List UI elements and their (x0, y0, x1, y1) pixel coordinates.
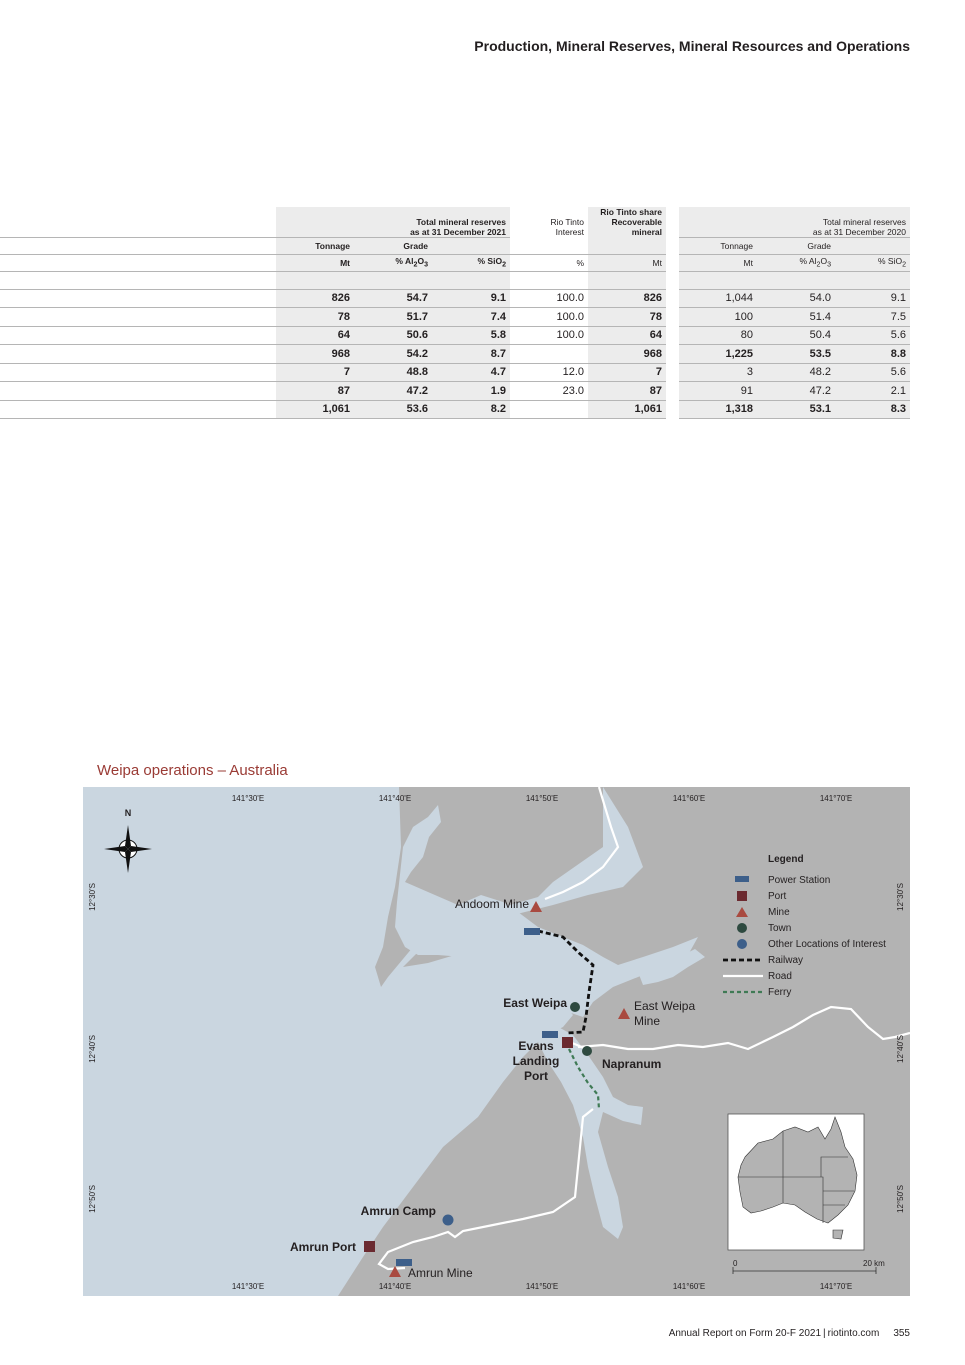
cell-al20: 50.4 (757, 326, 835, 345)
grade-2021-header: Grade (354, 237, 432, 254)
evans-landing-port-icon (562, 1037, 573, 1048)
cell-si20: 8.3 (835, 400, 910, 419)
scale-end: 20 km (863, 1259, 885, 1268)
cell-int: 100.0 (510, 289, 588, 308)
label-evans-3: Port (524, 1069, 548, 1083)
legend-title: Legend (768, 854, 804, 865)
table-row (0, 345, 910, 364)
scale-start: 0 (733, 1259, 738, 1268)
legend-power-station: Power Station (768, 875, 831, 886)
cell-int: 12.0 (510, 363, 588, 382)
reserves-table-body (0, 271, 910, 419)
cell-si20: 5.6 (835, 326, 910, 345)
lon-label-bottom: 141°40'E (378, 1282, 412, 1291)
interest-header: Rio Tinto Interest (550, 217, 584, 237)
table-row (0, 400, 910, 419)
lat-label-right: 12°30'S (896, 883, 905, 911)
cell-share: 968 (588, 345, 666, 364)
cell-t20: 80 (679, 326, 757, 345)
unit-sio2-2021: % SiO$_2$ (432, 254, 510, 271)
cell-al21: 54.7 (354, 289, 432, 308)
cell-share: 87 (588, 382, 666, 401)
lon-label-bottom: 141°30'E (231, 1282, 265, 1291)
legend-road: Road (768, 971, 792, 982)
cell-t21: 826 (276, 289, 354, 308)
amrun-power-station-icon (396, 1259, 412, 1266)
cell-t20: 100 (679, 308, 757, 327)
legend-mine: Mine (768, 907, 790, 918)
lon-label-bottom: 141°50'E (525, 1282, 559, 1291)
lat-label-left: 12°40'S (88, 1035, 97, 1063)
napranum-town-icon (582, 1046, 592, 1056)
cell-t21: 78 (276, 308, 354, 327)
cell-al20: 54.0 (757, 289, 835, 308)
header-row-units (0, 254, 910, 271)
cell-si20: 9.1 (835, 289, 910, 308)
unit-pct: % (510, 254, 588, 271)
legend-ferry: Ferry (768, 987, 792, 998)
table-row (0, 363, 910, 382)
cell-int (510, 345, 588, 364)
cell-si21: 8.2 (432, 400, 510, 419)
cell-int: 100.0 (510, 308, 588, 327)
header-row-columns (0, 237, 910, 254)
lat-label-right: 12°50'S (896, 1185, 905, 1213)
cell-share: 1,061 (588, 400, 666, 419)
cell-si20: 5.6 (835, 363, 910, 382)
table-row (0, 382, 910, 401)
cell-t20: 1,318 (679, 400, 757, 419)
share-header: Rio Tinto share Recoverable mineral (588, 207, 666, 237)
cell-share: 826 (588, 289, 666, 308)
cell-al20: 53.5 (757, 345, 835, 364)
cell-si20: 2.1 (835, 382, 910, 401)
cell-al21: 50.6 (354, 326, 432, 345)
cell-share: 7 (588, 363, 666, 382)
group-2020-header: Total mineral reserves as at 31 December 2020 (679, 207, 910, 237)
label-napranum: Napranum (602, 1057, 662, 1071)
cell-al20: 53.1 (757, 400, 835, 419)
cell-si21: 5.8 (432, 326, 510, 345)
cell-t21: 87 (276, 382, 354, 401)
cell-si21: 9.1 (432, 289, 510, 308)
label-east-weipa-mine-2: Mine (634, 1014, 661, 1028)
lon-label-top: 141°30'E (231, 794, 265, 803)
evans-power-station-icon (542, 1031, 558, 1038)
cell-t20: 3 (679, 363, 757, 382)
cell-t20: 1,044 (679, 289, 757, 308)
label-andoom-mine: Andoom Mine (454, 897, 529, 911)
cell-si20: 8.8 (835, 345, 910, 364)
cell-si21: 8.7 (432, 345, 510, 364)
footer-report: Annual Report on Form 20-F 2021 (668, 1328, 822, 1339)
australia-inset (728, 1114, 864, 1250)
table-row (0, 308, 910, 327)
table-row-blank (0, 271, 910, 289)
unit-mt-2021: Mt (276, 254, 354, 271)
unit-mt-share: Mt (588, 254, 666, 271)
lon-label-bottom: 141°60'E (672, 1282, 706, 1291)
tonnage-2021-header: Tonnage (276, 237, 354, 254)
mineral-reserves-table (0, 207, 910, 419)
label-east-weipa: East Weipa (503, 996, 567, 1010)
amrun-camp-icon (443, 1215, 454, 1226)
page-header: Production, Mineral Reserves, Mineral Resources and Operations (474, 38, 910, 54)
legend-town-icon (737, 923, 747, 933)
reserves-table (0, 207, 910, 419)
cell-t21: 7 (276, 363, 354, 382)
cell-al21: 47.2 (354, 382, 432, 401)
lon-label-top: 141°70'E (819, 794, 853, 803)
label-evans-2: Landing (512, 1054, 560, 1068)
andoom-power-station-icon (524, 928, 540, 935)
lon-label-top: 141°60'E (672, 794, 706, 803)
east-weipa-town-icon (570, 1002, 580, 1012)
cell-al20: 47.2 (757, 382, 835, 401)
label-east-weipa-mine-1: East Weipa (634, 999, 696, 1013)
unit-al2o3-2020: % $Al_2O_3$ (757, 254, 835, 271)
cell-si20: 7.5 (835, 308, 910, 327)
lat-label-left: 12°30'S (88, 883, 97, 911)
unit-al2o3-2021: % $Al_2O_3$ (354, 254, 432, 271)
lon-label-top: 141°50'E (525, 794, 559, 803)
table-row (0, 289, 910, 308)
lat-label-left: 12°50'S (88, 1185, 97, 1213)
cell-si21: 4.7 (432, 363, 510, 382)
cell-al20: 51.4 (757, 308, 835, 327)
page-footer: Annual Report on Form 20-F 2021 | riotinto.com 355 (668, 1328, 910, 1339)
cell-share: 64 (588, 326, 666, 345)
cell-share: 78 (588, 308, 666, 327)
cell-si21: 1.9 (432, 382, 510, 401)
page-number: 355 (893, 1328, 910, 1339)
footer-site[interactable]: riotinto.com (827, 1328, 880, 1339)
cell-int: 100.0 (510, 326, 588, 345)
label-evans-1: Evans (518, 1039, 554, 1053)
cell-al21: 53.6 (354, 400, 432, 419)
cell-t20: 1,225 (679, 345, 757, 364)
cell-t21: 968 (276, 345, 354, 364)
weipa-map (83, 787, 910, 1296)
legend-railway: Railway (768, 955, 804, 966)
cell-si21: 7.4 (432, 308, 510, 327)
cell-t21: 1,061 (276, 400, 354, 419)
lon-label-bottom: 141°70'E (819, 1282, 853, 1291)
legend-town: Town (768, 923, 792, 934)
cell-int (510, 400, 588, 419)
lon-label-top: 141°40'E (378, 794, 412, 803)
legend-other-icon (737, 939, 747, 949)
table-row (0, 326, 910, 345)
legend-other: Other Locations of Interest (768, 939, 886, 950)
cell-al20: 48.2 (757, 363, 835, 382)
tonnage-2020-header: Tonnage (679, 237, 757, 254)
cell-int: 23.0 (510, 382, 588, 401)
cell-t20: 91 (679, 382, 757, 401)
map-title: Weipa operations – Australia (97, 762, 288, 779)
amrun-port-icon (364, 1241, 375, 1252)
lat-label-right: 12°40'S (896, 1035, 905, 1063)
legend-power-station-icon (735, 876, 749, 882)
unit-sio2-2020: % SiO$_2$ (835, 254, 910, 271)
legend-port: Port (768, 891, 787, 902)
label-amrun-camp: Amrun Camp (360, 1204, 436, 1218)
cell-al21: 51.7 (354, 308, 432, 327)
cell-al21: 48.8 (354, 363, 432, 382)
label-amrun-mine: Amrun Mine (408, 1266, 473, 1280)
group-2021-header: Total mineral reserves as at 31 December 2021 (276, 207, 510, 237)
cell-t21: 64 (276, 326, 354, 345)
north-label: N (124, 808, 132, 818)
label-amrun-port: Amrun Port (290, 1240, 356, 1254)
legend-port-icon (737, 891, 747, 901)
cell-al21: 54.2 (354, 345, 432, 364)
header-row-group (0, 207, 910, 237)
unit-mt-2020: Mt (679, 254, 757, 271)
grade-2020-header: Grade (757, 237, 835, 254)
